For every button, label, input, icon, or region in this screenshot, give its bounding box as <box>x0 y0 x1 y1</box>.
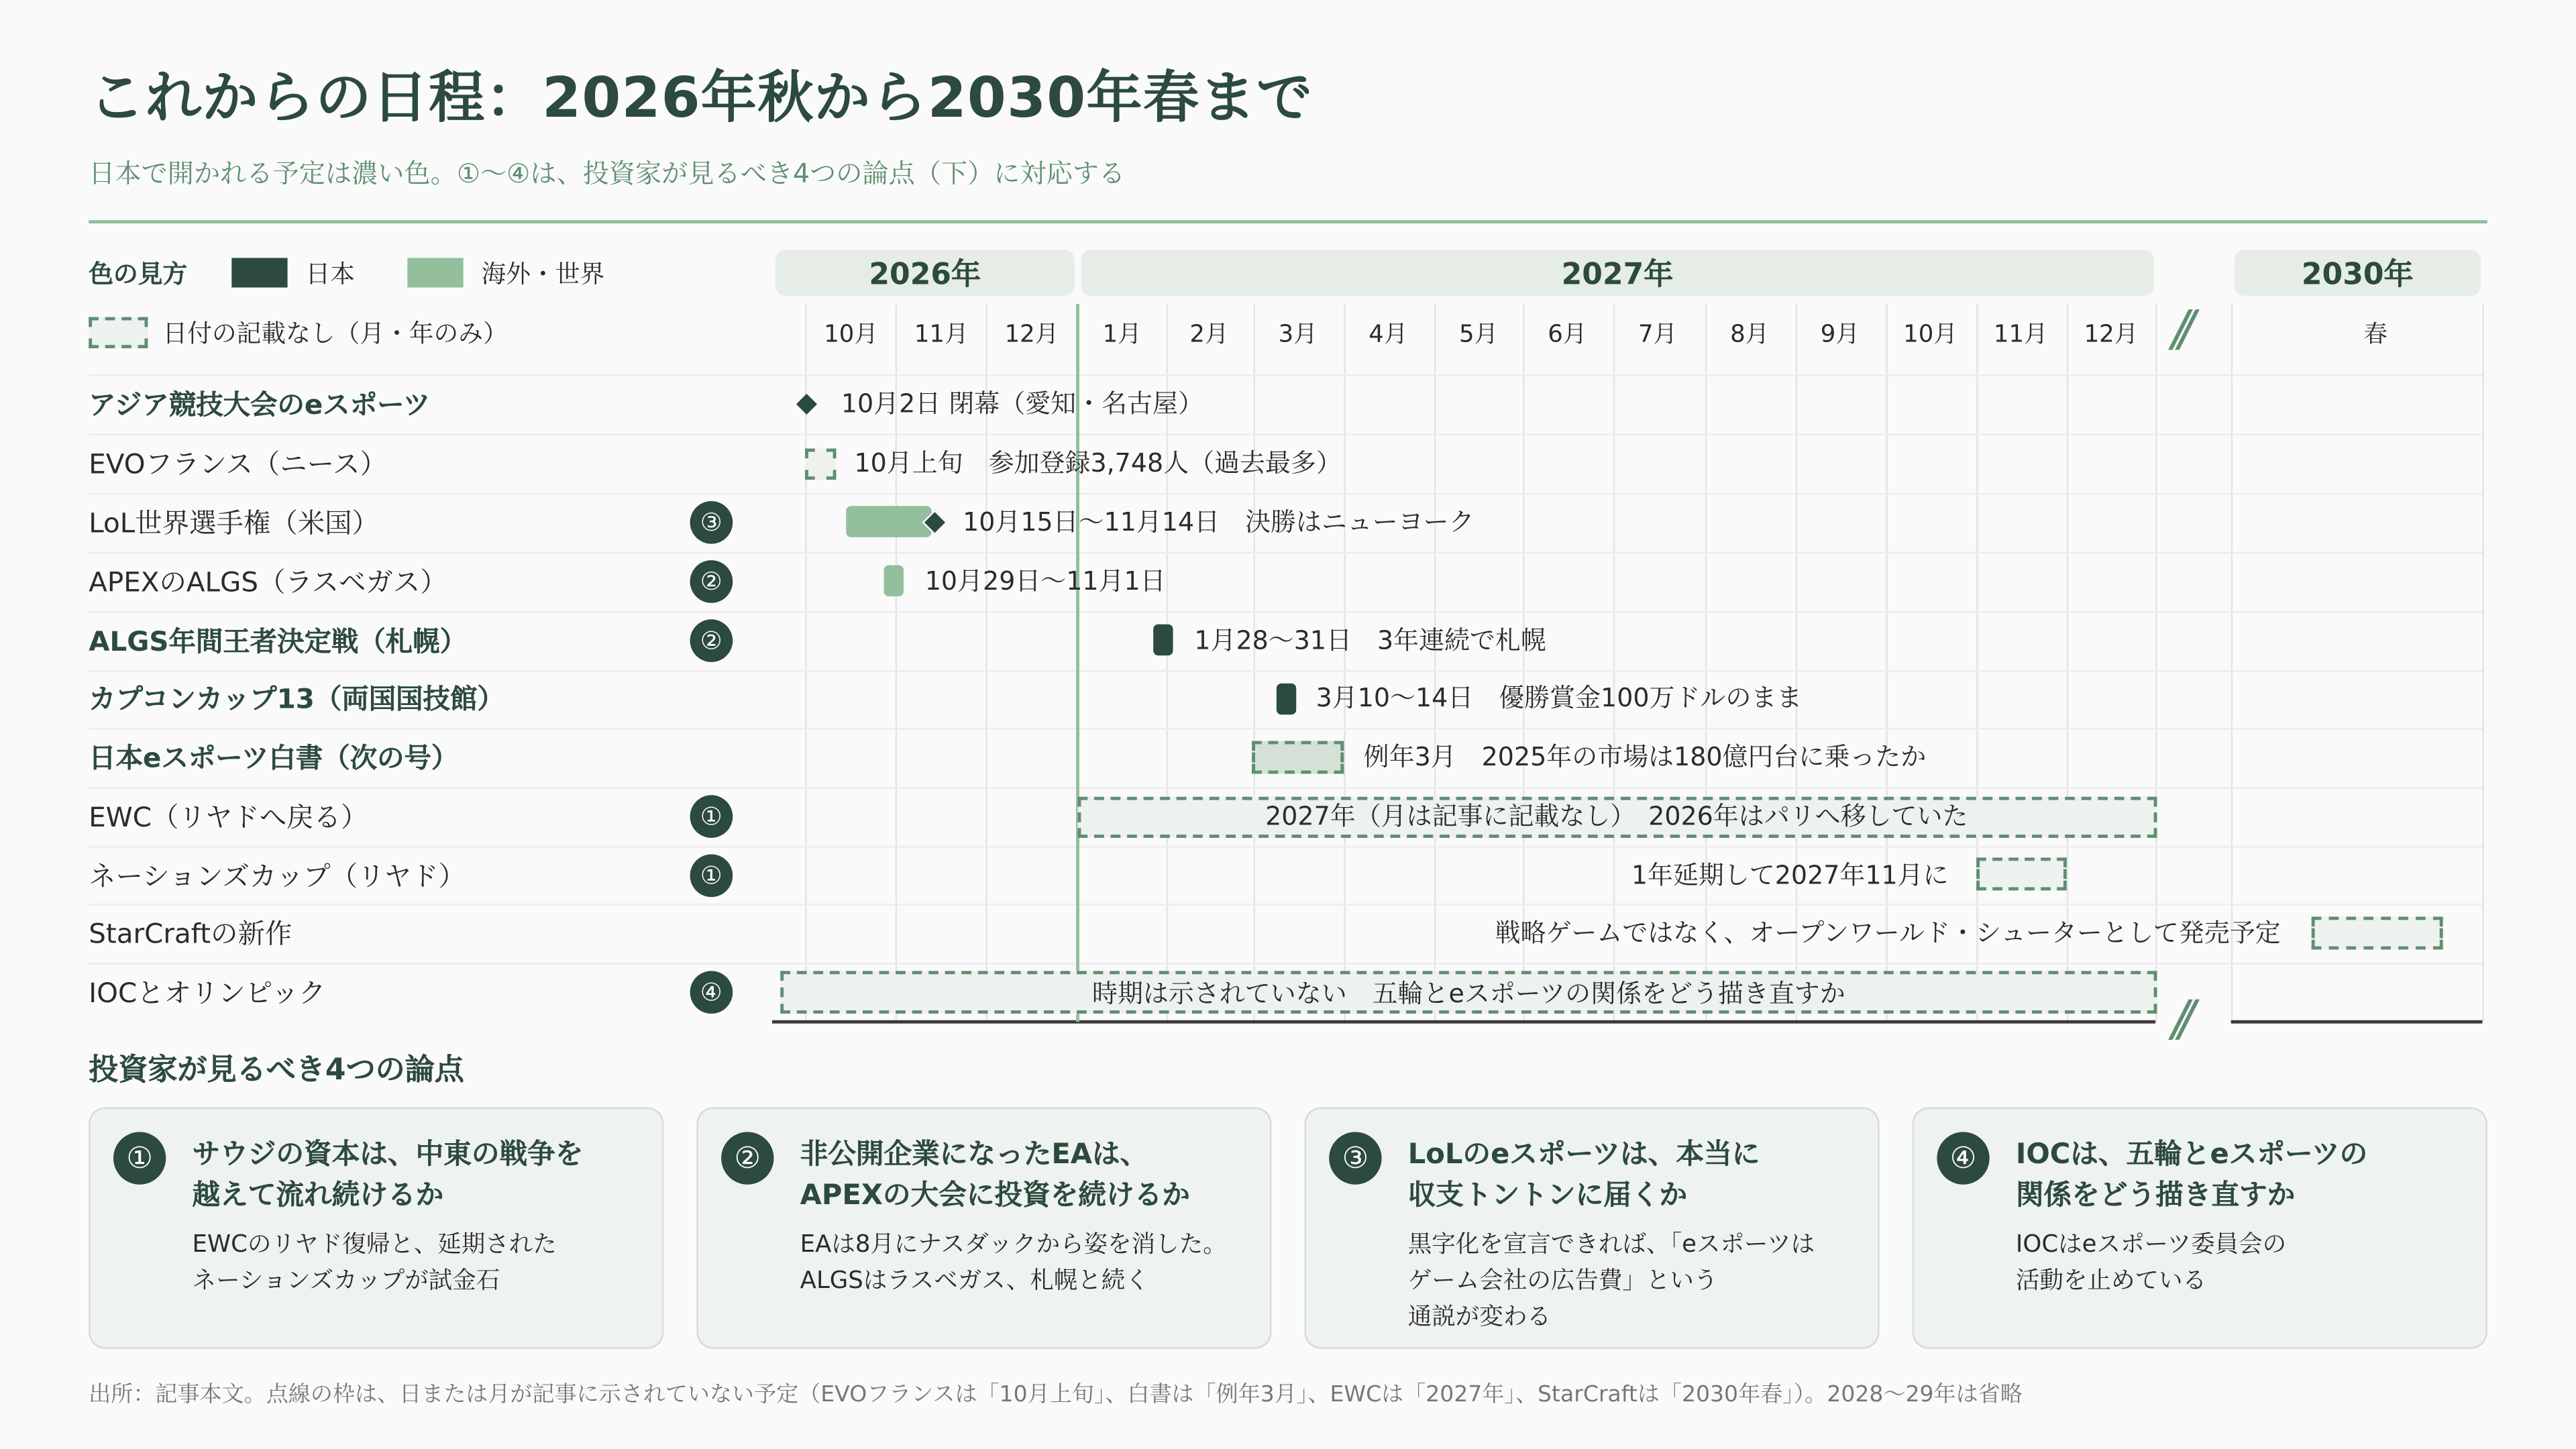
year-band-2030: 2030年 <box>2235 250 2481 296</box>
row-badge-algs-champs: ② <box>690 619 733 662</box>
row-label-evo-france: EVOフランス（ニース） <box>89 448 387 480</box>
row-label-apex-algs: APEXのALGS（ラスベガス） <box>89 566 447 598</box>
issue-card-2 <box>696 1108 1271 1349</box>
month-label-dec-2026: 12月 <box>1004 322 1059 349</box>
issue-card-3 <box>1304 1108 1879 1349</box>
issue-card-1 <box>89 1108 663 1349</box>
issue-card-2-title: 非公開企業になったEAは、 APEXの大会に投資を続けるか <box>800 1138 1190 1213</box>
bar-starcraft <box>2312 917 2443 950</box>
axis-break-bottom: // <box>2171 990 2186 1049</box>
note-ioc: 時期は示されていない 五輪とeスポーツの関係をどう描き直すか <box>1092 979 1845 1009</box>
page-subtitle: 日本で開かれる予定は濃い色。①〜④は、投資家が見るべき4つの論点（下）に対応する <box>89 158 1126 189</box>
axis-break-top: // <box>2171 301 2186 358</box>
issue-card-3-badge: ③ <box>1329 1132 1381 1184</box>
year-band-2027: 2027年 <box>1081 250 2153 296</box>
legend-swatch-undated <box>89 317 148 349</box>
month-label-jul-2027: 7月 <box>1638 322 1678 349</box>
bar-esports-whitepaper <box>1252 741 1344 773</box>
month-label-sep-2027: 9月 <box>1820 322 1860 349</box>
issue-card-3-title: LoLのeスポーツは、本当に 収支トントンに届くか <box>1407 1138 1760 1213</box>
month-gridline <box>2482 304 2483 1022</box>
month-label-feb-2027: 2月 <box>1189 322 1229 349</box>
note-evo-france: 10月上旬 参加登録3,748人（過去最多） <box>854 448 1342 478</box>
row-label-esports-whitepaper: 日本eスポーツ白書（次の号） <box>89 742 459 774</box>
month-label-oct-2026: 10月 <box>824 322 878 349</box>
legend-japan: 日本 <box>305 259 356 290</box>
note-apex-algs: 10月29日〜11月1日 <box>924 566 1166 596</box>
issue-card-4-badge: ④ <box>1937 1132 1989 1184</box>
issue-card-4 <box>1913 1108 2487 1349</box>
row-label-ewc: EWC（リヤドへ戻る） <box>89 802 368 833</box>
year-band-2026: 2026年 <box>775 250 1075 296</box>
row-label-lol-worlds: LoL世界選手権（米国） <box>89 507 379 539</box>
note-ewc: 2027年（月は記事に記載なし） 2026年はパリへ移していた <box>1265 802 1968 832</box>
bar-capcom-cup <box>1277 684 1296 715</box>
row-gridline <box>89 611 2482 612</box>
row-gridline <box>89 846 2482 847</box>
issue-card-3-body: 黒字化を宣言できれば、「eスポーツは ゲーム会社の広告費」という 通説が変わる <box>1407 1232 1815 1331</box>
note-lol-worlds: 10月15日〜11月14日 決勝はニューヨーク <box>963 507 1474 537</box>
issue-card-1-badge: ① <box>113 1132 166 1184</box>
bar-evo-france <box>805 449 837 480</box>
row-label-nations-cup: ネーションズカップ（リヤド） <box>89 861 466 892</box>
row-gridline <box>89 728 2482 729</box>
issue-card-2-badge: ② <box>721 1132 773 1184</box>
legend-swatch-japan <box>231 258 287 287</box>
month-label-jun-2027: 6月 <box>1548 322 1587 349</box>
legend-swatch-overseas <box>407 258 463 287</box>
bar-apex-algs <box>884 565 904 596</box>
month-label-aug-2027: 8月 <box>1730 322 1770 349</box>
row-label-ioc: IOCとオリンピック <box>89 977 326 1009</box>
row-gridline <box>89 552 2482 553</box>
note-nations-cup: 1年延期して2027年11月に <box>1631 861 1949 891</box>
row-label-algs-champs: ALGS年間王者決定戦（札幌） <box>89 626 468 657</box>
row-badge-ewc: ① <box>690 795 733 838</box>
row-gridline <box>89 904 2482 905</box>
bar-nations-cup <box>1976 857 2067 890</box>
row-badge-ioc: ④ <box>690 971 733 1014</box>
month-label-nov-2027: 11月 <box>1993 322 2048 349</box>
month-label-oct-2027: 10月 <box>1903 322 1957 349</box>
month-label-dec-2027: 12月 <box>2084 322 2139 349</box>
month-gridline <box>1254 304 1255 1022</box>
legend-undated: 日付の記載なし（月・年のみ） <box>162 319 508 349</box>
timeline-baseline-2030 <box>2231 1020 2483 1024</box>
issue-card-4-body: IOCはeスポーツ委員会の 活動を止めている <box>2015 1232 2287 1295</box>
note-starcraft: 戦略ゲームではなく、オープンワールド・シューターとして発売予定 <box>1495 918 2281 949</box>
month-gridline <box>1434 304 1436 1022</box>
milestone-asian-games <box>796 394 817 415</box>
issue-card-2-body: EAは8月にナスダックから姿を消した。 ALGSはラスベガス、札幌と続く <box>800 1232 1227 1295</box>
row-label-asian-games: アジア競技大会のeスポーツ <box>89 389 431 421</box>
row-badge-apex-algs: ② <box>690 560 733 603</box>
header-divider <box>89 220 2487 223</box>
row-gridline <box>89 493 2482 494</box>
row-badge-nations-cup: ① <box>690 854 733 897</box>
note-esports-whitepaper: 例年3月 2025年の市場は180億円台に乗ったか <box>1363 742 1927 773</box>
issue-card-1-title: サウジの資本は、中東の戦争を 越えて流れ続けるか <box>192 1138 584 1213</box>
issue-card-1-body: EWCのリヤド復帰と、延期された ネーションズカップが試金石 <box>192 1232 557 1295</box>
row-gridline <box>89 434 2482 435</box>
row-badge-lol-worlds: ③ <box>690 501 733 544</box>
bar-lol-worlds <box>846 506 931 537</box>
month-label-may-2027: 5月 <box>1459 322 1499 349</box>
issue-card-4-title: IOCは、五輪とeスポーツの 関係をどう描き直すか <box>2015 1138 2368 1213</box>
row-label-starcraft: StarCraftの新作 <box>89 918 292 950</box>
month-label-jan-2027: 1月 <box>1102 322 1142 349</box>
bar-algs-champs <box>1153 625 1173 656</box>
note-capcom-cup: 3月10〜14日 優勝賞金100万ドルのまま <box>1316 683 1803 713</box>
row-gridline <box>89 787 2482 788</box>
note-algs-champs: 1月28〜31日 3年連続で札幌 <box>1194 626 1546 656</box>
month-gridline <box>1344 304 1345 1022</box>
legend-overseas: 海外・世界 <box>481 259 605 290</box>
month-label-nov-2026: 11月 <box>914 322 969 349</box>
month-label-mar-2027: 3月 <box>1278 322 1318 349</box>
legend-heading: 色の見方 <box>89 259 188 290</box>
section-title-issues: 投資家が見るべき4つの論点 <box>89 1053 464 1088</box>
month-label-spring-2030: 春 <box>2363 322 2387 349</box>
row-gridline <box>89 374 2482 376</box>
row-gridline <box>89 963 2482 964</box>
timeline-baseline <box>772 1020 2155 1024</box>
row-label-capcom-cup: カプコンカップ13（両国国技館） <box>89 683 504 715</box>
page-title: これからの日程：2026年秋から2030年春まで <box>89 65 1313 131</box>
note-asian-games: 10月2日 閉幕（愛知・名古屋） <box>841 389 1203 419</box>
month-label-apr-2027: 4月 <box>1368 322 1408 349</box>
source-note: 出所：記事本文。点線の枠は、日または月が記事に示されていない予定（EVOフランスは「10月上旬」、白書は「例年3月」、EWCは「2027年」、StarCraftは「2030年春」）。2028〜29年は省略 <box>89 1381 2023 1408</box>
row-gridline <box>89 670 2482 672</box>
